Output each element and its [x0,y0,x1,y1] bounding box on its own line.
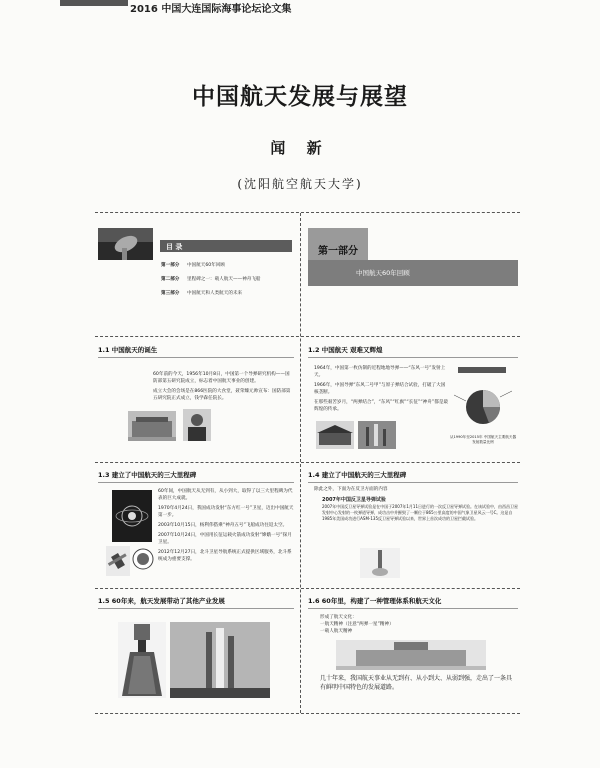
toc-header [160,240,292,252]
article-title: 中国航天发展与展望 [192,83,408,110]
slide-title: 1.5 60年来，航天发展带动了其他产业发展 [98,597,225,605]
bullet-text: 1964年，中国第一枚仿制的近程地地导弹——“东风一号”发射上天。 [314,366,446,378]
rocket-engine-photo [118,622,166,698]
toc-item [161,262,291,269]
title-rule [98,357,294,358]
academy-building-photo [336,640,486,670]
launch-site-photo [358,421,396,449]
intro-text: 除此之外，下面为在反卫方面的内容 [314,487,388,492]
part-heading: 第一部分 [318,246,358,257]
title-rule [98,608,294,609]
title-rule [98,482,294,483]
slide-1-2 [308,345,520,457]
divider [95,713,520,714]
divider [95,336,520,337]
title-rule [308,482,518,483]
beidou-emblem [132,548,154,570]
slide-title: 1.6 60年里，构建了一种管理体系和航天文化 [308,597,442,605]
divider [95,212,520,213]
part-subtitle: 中国航天60年回顾 [356,269,410,277]
toc-label: 中国航天和人类航天的未来 [187,291,243,296]
slide-1-5 [98,596,296,708]
article-author: 闻 新 [270,139,330,157]
missile-photo [360,548,400,578]
slide-1-6 [308,596,520,708]
body-text: 2007年中国反卫星导弹试验是在中国于2007年1月11日进行的一次反卫星导弹试验。在该试验中，由西昌卫星发射中心发射的一枚弹道导弹，成功击中并摧毁了一颗位于865公里高度的中国气象卫星风云一号C。这是自1985年美国成功进行ASM-135反卫星导弹试验以来，世界上首次成功的卫星拦截试验。 [322,504,518,521]
toc-part: 第二部分 [161,277,180,282]
slide-part-one [308,228,518,328]
building-photo [128,411,176,441]
satellite-photo [106,546,130,576]
slide-title: 1.2 中国航天 艰难又辉煌 [308,346,383,354]
toc-item [161,276,291,283]
chart-caption: 从1990年至2015年 中国航天主要航天器 发射数量比例 [449,435,517,444]
slide-1-4 [308,470,520,582]
summary-text: 几十年来，我国航天事业从无到有、从小到大、从弱到强，走出了一条具有鲜明中国特色的发展道路。 [320,675,513,691]
bullet-text: 2012年12月27日，北斗卫星导航系统正式提供区域服务，北斗系统成为重要支撑。 [158,550,292,562]
slide-1-1 [98,345,296,457]
bullet-text: 60年前的今天，1956年10月8日，中国第一个导弹研究机构——国防部第五研究院成立，标志着中国航天事业的创建。 [153,372,290,384]
bullet-text: 1970年4月24日，我国成功发射“东方红一号”卫星，迈出中国航天第一步。 [158,506,294,518]
sub-heading: 2007年中国反卫星导弹试验 [322,497,386,503]
bullet-text: 2003年10月15日，杨利伟搭乘“神舟五号”飞船成功往返太空。 [158,523,288,528]
header-bar [60,0,128,6]
title-rule [308,608,518,609]
header-text: 2016 中国大连国际海事论坛论文集 [130,4,292,15]
slide-title: 1.4 建立了中国航天的三大里程碑 [308,471,407,479]
chart-header [458,367,506,373]
divider [95,462,520,463]
divider [95,588,520,589]
slide-1-3 [98,470,296,582]
article-affiliation: (沈阳航空航天大学) [237,177,363,191]
culture-line: 一航天精神（注意“两弹一星”精神） [320,622,394,627]
pie-graphic [448,377,518,433]
toc-part: 第一部分 [161,263,180,268]
launch-tower-photo [170,622,270,698]
pie-chart [448,367,518,453]
bullet-text: 1966年，中国导弹“东风二号甲”与原子弹结合试验，打破了大国核垄断。 [314,383,446,395]
bullet-text: 2007年10月24日，中国用长征运载火箭成功发射“嫦娥一号”探月卫星。 [158,533,292,545]
toc-item [161,290,291,297]
toc-label: 中国航天60年回顾 [187,263,226,268]
tiananmen-photo [316,421,354,449]
dish-antenna-photo [98,228,153,260]
satellite-orbit-photo [112,490,152,542]
culture-title: 形成了航天文化： [320,615,357,620]
intro-text: 60年间，中国航天从无到有，从小到大，取得了以三大里程碑为代表的巨大成就。 [158,489,293,501]
toc-part: 第三部分 [161,291,180,296]
slide-title: 1.3 建立了中国航天的三大里程碑 [98,471,197,479]
toc-label: 里程碑之一：载人航天——神舟飞船 [187,277,261,282]
culture-line: 一载人航天精神 [320,629,353,634]
title-rule [308,357,518,358]
toc-title: 目 录 [166,243,183,251]
bullet-text: 成立大会的会场是在866医院的大食堂，聂荣臻元帅宣布：国防部第五研究院正式成立，钱学森任院长。 [153,389,291,401]
slide-title: 1.1 中国航天的诞生 [98,346,158,354]
part-band [308,260,518,286]
page-header [0,0,600,14]
portrait-photo [183,409,211,441]
bullet-text: 在那些艰苦岁月，“两弹结合”，“东风”“红旗”“长征”“神舟”都是最辉煌的传承。 [314,400,449,412]
column-divider [300,213,301,713]
slide-toc [98,226,294,306]
